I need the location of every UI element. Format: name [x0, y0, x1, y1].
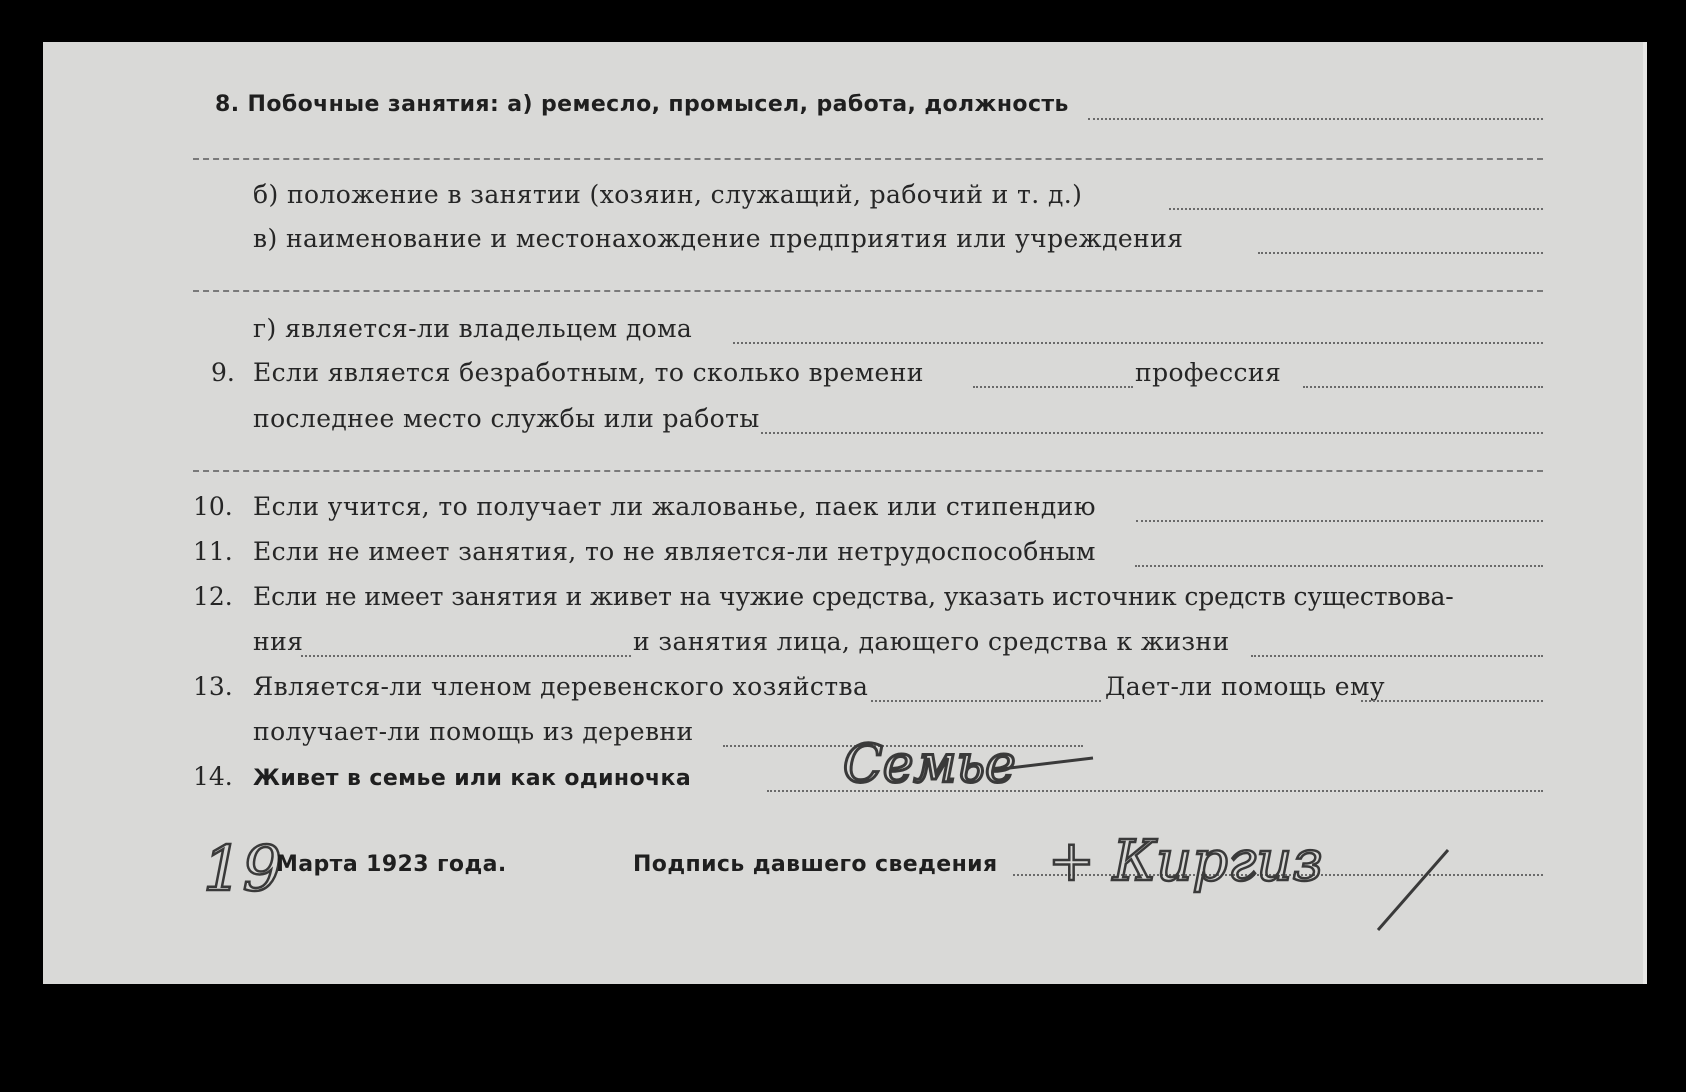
q13-member-answer-line — [871, 700, 1101, 702]
q13-line1b: Дает-ли помощь ему — [1105, 672, 1385, 701]
signature-svg — [1048, 820, 1508, 950]
q14-text: Живет в семье или как одиночка — [253, 766, 692, 791]
q9-profession-answer-line — [1303, 386, 1543, 388]
q8-v-answer-line — [1258, 252, 1543, 254]
q10-text: Если учится, то получает ли жалованье, паек или стипендию — [253, 492, 1096, 521]
q14-handwritten-answer — [843, 734, 1103, 808]
q13-help-answer-line — [1361, 700, 1543, 702]
q12-number: 12. — [193, 582, 233, 611]
q14-handwritten-svg — [843, 734, 1103, 804]
q8-g-answer-line — [733, 342, 1543, 344]
q8-a-answer-line — [1088, 118, 1543, 120]
q14-number: 14. — [193, 762, 233, 791]
q8-b-label: б) положение в занятии (хозяин, служащий, рабочий и т. д.) — [253, 180, 1083, 209]
q8-label: Побочные занятия: а) ремесло, промысел, работа, должность — [247, 92, 1069, 117]
svg-text:19: 19 — [203, 832, 282, 905]
q9-last-place-answer-line — [761, 432, 1543, 434]
q8-v-label: в) наименование и местонахождение предприятия или учреждения — [253, 224, 1184, 253]
q8-g-label: г) является-ли владельцем дома — [253, 314, 693, 343]
signature-label: Подпись давшего сведения — [633, 852, 998, 877]
svg-text:+ Киргиз: + Киргиз — [1048, 829, 1323, 894]
q13-line1a: Является-ли членом деревенского хозяйства — [253, 672, 869, 701]
q10-number: 10. — [193, 492, 233, 521]
q11-text: Если не имеет занятия, то не является-ли нетрудоспособным — [253, 537, 1096, 566]
q12-line1: Если не имеет занятия и живет на чужие средства, указать источник средств существова- — [253, 582, 1454, 611]
q9-duration-answer-line — [973, 386, 1133, 388]
q9-number: 9. — [211, 358, 235, 387]
q13-number: 13. — [193, 672, 233, 701]
q8-v-continuation-line — [193, 290, 1543, 292]
q9-line1a: Если является безработным, то сколько времени — [253, 358, 924, 387]
q13-line2: получает-ли помощь из деревни — [253, 717, 694, 746]
q9-line2: последнее место службы или работы — [253, 404, 760, 433]
q8-a-continuation-line — [193, 158, 1543, 160]
date-day-handwritten — [203, 832, 282, 916]
q9-continuation-line — [193, 470, 1543, 472]
q8-b-answer-line — [1169, 208, 1543, 210]
signature-handwritten — [1048, 820, 1508, 954]
svg-text:Семье: Семье — [843, 735, 1016, 795]
date-text: Марта 1923 года. — [276, 852, 507, 877]
date-day-svg — [203, 832, 282, 912]
q8-header — [215, 90, 1069, 120]
q8-number: 8. — [215, 92, 240, 117]
q10-answer-line — [1136, 520, 1543, 522]
q9-line1b: профессия — [1135, 358, 1282, 387]
q11-number: 11. — [193, 537, 233, 566]
q12-line2b: и занятия лица, дающего средства к жизни — [633, 627, 1230, 656]
form-card — [43, 42, 1647, 984]
q12-occupation-answer-line — [1251, 655, 1543, 657]
q12-line2a: ния — [253, 627, 304, 656]
q12-source-answer-line — [301, 655, 631, 657]
q11-answer-line — [1135, 565, 1543, 567]
